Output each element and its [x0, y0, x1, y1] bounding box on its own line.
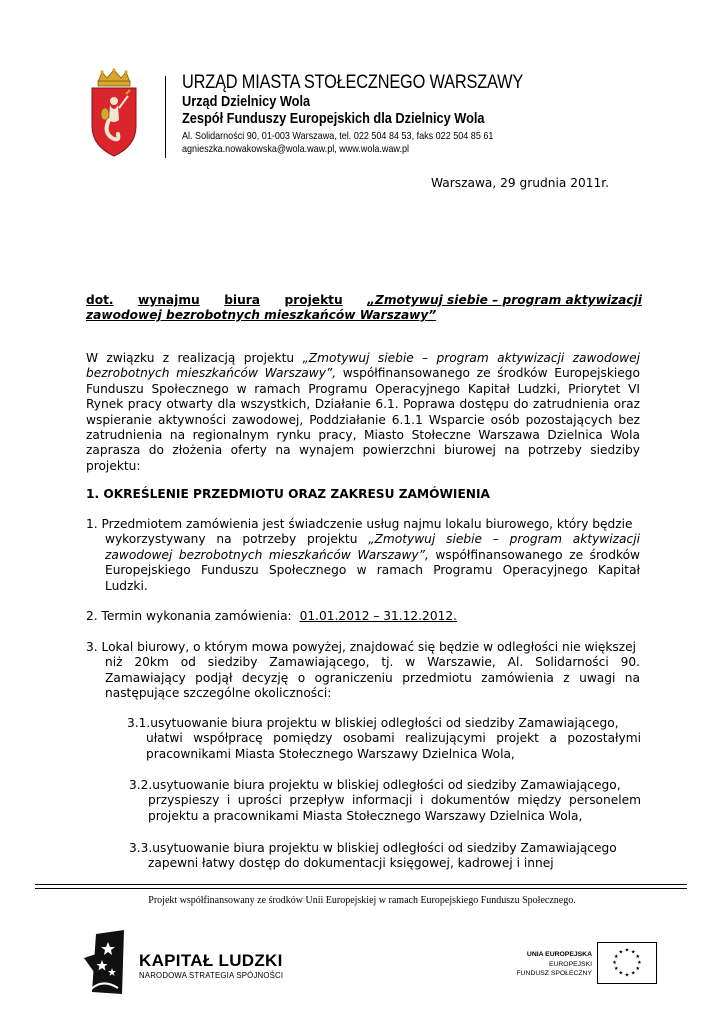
subitem-3-2 [129, 778, 641, 824]
office-title: URZĄD MIASTA STOŁECZNEGO WARSZAWY [182, 72, 524, 93]
footer-rule-bottom [35, 888, 687, 889]
warsaw-coat-of-arms-logo [88, 68, 140, 158]
svg-text:★: ★ [624, 972, 630, 979]
subitem-3-1-body: ułatwi współpracę pomiędzy osobami realizującymi projekt a pozostałymi pracownikami Miasta Stołecznego Warszawy Dzielnica Wola, [146, 731, 641, 761]
list-item-3 [86, 640, 640, 702]
svg-text:★: ★ [635, 953, 641, 960]
item3-body: niż 20km od siedziby Zamawiającego, tj. w Warszawie, Al. Solidarności 90. Zamawiający podjął decyzję o ograniczeniu przedmiotu zamówienia z uwagi na następujące szczególne okoliczności: [105, 655, 640, 701]
eu-fund-label [504, 950, 592, 979]
district-office: Urząd Dzielnicy Wola [182, 94, 311, 110]
eu-flag-icon [597, 942, 657, 984]
intro-lead: W związku z realizacją projektu [86, 351, 303, 365]
svg-text:★: ★ [613, 953, 619, 960]
svg-text:★: ★ [618, 949, 624, 956]
office-address: Al. Solidarności 90, 01-003 Warszawa, tel. 022 504 84 53, faks 022 504 85 61 [182, 130, 494, 142]
place-date: Warszawa, 29 grudnia 2011r. [431, 176, 609, 190]
intro-paragraph [86, 351, 640, 474]
subject-word-3: projektu [284, 293, 343, 307]
subject-word-2: biura [224, 293, 261, 307]
svg-text:★: ★ [618, 970, 624, 977]
subitem-3-3-body: zapewni łatwy dostęp do dokumentacji księgowej, kadrowej i innej [148, 856, 554, 871]
item2-label: 2. Termin wykonania zamówienia: [86, 609, 292, 623]
item3-lead: 3. Lokal biurowy, o którym mowa powyżej, znajdować się będzie w odległości nie większej [86, 640, 637, 654]
item1-body [86, 532, 640, 594]
kapital-ludzki-logo-icon [82, 928, 132, 998]
kapital-ludzki-subtitle: NARODOWA STRATEGIA SPÓJNOŚCI [139, 971, 284, 980]
kapital-ludzki-title: KAPITAŁ LUDZKI [139, 951, 283, 970]
subitem-3-2-body: przyspieszy i uprości przepływ informacji i dokumentów między personelem projektu a pracownikami Miasta Stołecznego Warszawy Dzielnica Wola, [148, 793, 641, 823]
intro-rest: współfinansowanego ze środków Europejskiego Funduszu Społecznego w ramach Programu Operacyjnego Kapitał Ludzki, Priorytet VI Rynek pracy otwarty dla wszystkich, Działanie 6.1. Poprawa dostępu do zatrudnienia oraz wspieranie aktywności zawodowej, Poddziałanie 6.1.1 Wsparcie osób pozostających bez zatrudnienia na regionalnym rynku pracy, Miasto Stołeczne Warszawa Dzielnica Wola zaprasza do złożenia oferty na wynajem powierzchni biurowej na potrzeby siedziby projektu: [86, 366, 640, 473]
office-contact: agnieszka.nowakowska@wola.waw.pl, www.wola.waw.pl [182, 143, 409, 155]
section-heading: 1. OKREŚLENIE PRZEDMIOTU ORAZ ZAKRESU ZAMÓWIENIA [86, 487, 490, 501]
svg-text:★: ★ [630, 970, 636, 977]
subject-title-part1: „Zmotywuj siebie – program aktywizacji [367, 293, 642, 307]
subitem-3-2-lead: 3.2.usytuowanie biura projektu w bliskiej odległości od siedziby Zamawiającego, [129, 778, 621, 792]
svg-text:★: ★ [624, 947, 630, 954]
subitem-3-1 [127, 716, 641, 762]
subitem-3-1-lead: 3.1.usytuowanie biura projektu w bliskiej odległości od siedziby Zamawiającego, [127, 716, 619, 730]
letterhead [182, 72, 602, 156]
item1-rest: współfinansowanego ze środków Europejskiego Funduszu Społecznego w ramach Programu Operacyjnego Kapitał Ludzki. [105, 547, 641, 593]
subject [86, 293, 642, 323]
subject-prefix: dot. [86, 293, 114, 307]
footer-rule-top [35, 884, 687, 885]
svg-text:★: ★ [612, 959, 617, 966]
eu-line-2: EUROPEJSKI [548, 960, 592, 968]
item1-title: „Zmotywuj siebie – program aktywizacji zawodowej bezrobotnych mieszkańców Warszawy”, [105, 532, 640, 562]
subject-word-1: wynajmu [138, 293, 200, 307]
header-divider [165, 76, 166, 158]
svg-text:★: ★ [630, 949, 636, 956]
intro-project-title: „Zmotywuj siebie – program aktywizacji zawodowej bezrobotnych mieszkańców Warszawy”, [86, 351, 640, 381]
eu-line-1: UNIA EUROPEJSKA [526, 951, 592, 958]
svg-text:★: ★ [637, 959, 642, 966]
subitem-3-3-lead: 3.3.usytuowanie biura projektu w bliskiej odległości od siedziby Zamawiającego [129, 841, 617, 855]
team-name: Zespół Funduszy Europejskich dla Dzielnicy Wola [182, 111, 485, 127]
svg-text:★: ★ [635, 966, 641, 973]
eu-line-3: FUNDUSZ SPOŁECZNY [516, 970, 592, 977]
footer-note: Projekt współfinansowany ze środków Unii Europejskiej w ramach Europejskiego Funduszu Społecznego. [148, 895, 576, 906]
item1-cont: wykorzystywany na potrzeby projektu [105, 532, 369, 547]
list-item-2 [86, 609, 640, 624]
item2-date-range: 01.01.2012 – 31.12.2012. [299, 609, 457, 623]
item1-lead: 1. Przedmiotem zamówienia jest świadczenie usług najmu lokalu biurowego, który będzie [86, 517, 633, 531]
subject-title-part2: zawodowej bezrobotnych mieszkańców Warszawy” [86, 308, 437, 322]
svg-text:★: ★ [613, 966, 619, 973]
list-item-1 [86, 517, 640, 594]
subitem-3-3 [129, 841, 641, 872]
